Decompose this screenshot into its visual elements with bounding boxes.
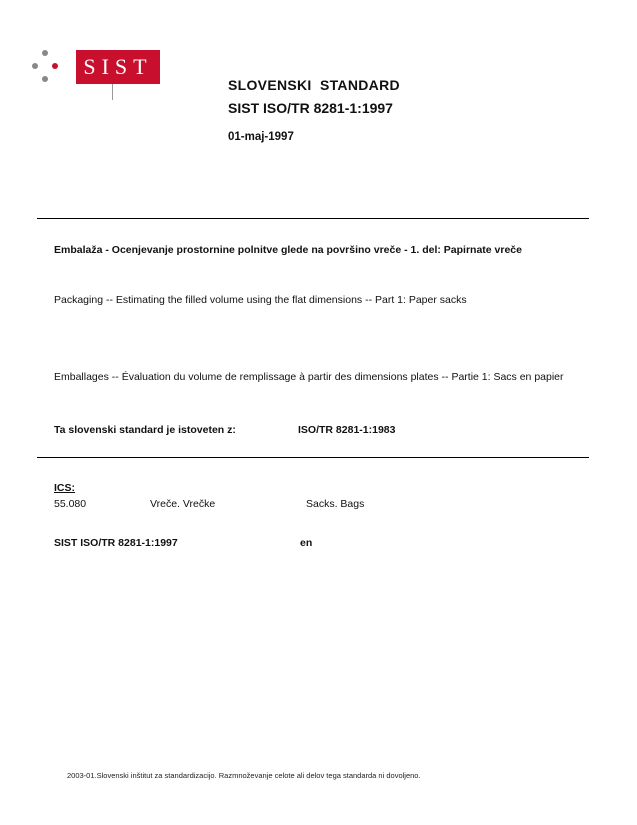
equivalence-value: ISO/TR 8281-1:1983 [298,424,396,436]
top-rule [37,218,589,219]
ics-code: 55.080 [54,498,87,510]
ics-label: ICS: [54,482,75,494]
copyright-footer: 2003-01.Slovenski inštitut za standardizacijo. Razmnoževanje celote ali delov tega standarda ni dovoljeno. [67,771,421,780]
standard-type: SLOVENSKI STANDARD [228,77,400,93]
middle-rule [37,457,589,458]
reference-code: SIST ISO/TR 8281-1:1997 [54,537,178,549]
ics-description-si: Vreče. Vrečke [150,498,216,510]
ics-description-en: Sacks. Bags [306,498,365,510]
publication-date: 01-maj-1997 [228,131,294,143]
title-french: Emballages -- Évaluation du volume de remplissage à partir des dimensions plates -- Partie 1: Sacs en papier [54,371,564,383]
title-english: Packaging -- Estimating the filled volume using the flat dimensions -- Part 1: Paper sacks [54,294,467,306]
logo-dot [42,50,48,56]
standard-code: SIST ISO/TR 8281-1:1997 [228,100,393,116]
title-slovenian: Embalaža - Ocenjevanje prostornine polnitve glede na površino vreče - 1. del: Papirnate vreče [54,244,522,256]
equivalence-label: Ta slovenski standard je istoveten z: [54,424,236,436]
reference-language: en [300,537,313,549]
logo-divider [112,84,113,100]
logo-dots-icon [32,50,60,82]
logo-dot [42,76,48,82]
logo-dot [52,63,58,69]
logo-text: SIST [76,50,160,84]
logo-dot [32,63,38,69]
